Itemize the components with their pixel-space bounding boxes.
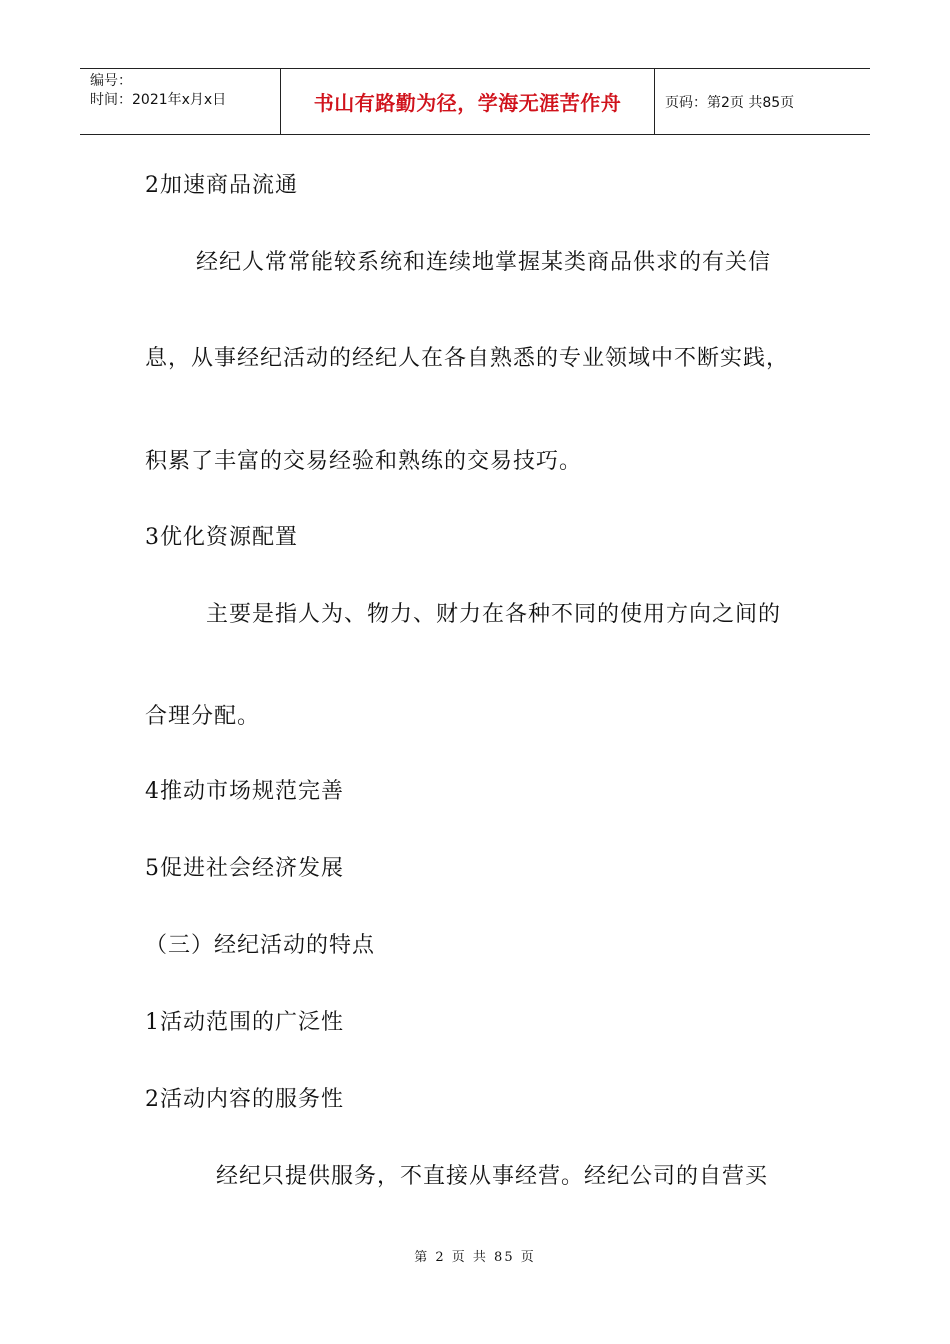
header-page-number: 页码：第2页 共85页	[665, 94, 795, 111]
section-heading: 1活动范围的广泛性	[145, 1010, 344, 1035]
section-heading: 5促进社会经济发展	[145, 856, 344, 881]
document-date: 时间：2021年x月x日	[90, 92, 227, 108]
header-page-cell	[655, 69, 870, 134]
paragraph-line: 合理分配。	[145, 704, 261, 729]
header-motto-cell	[281, 69, 655, 134]
header-motto: 书山有路勤为径，学海无涯苦作舟	[313, 91, 622, 115]
section-heading: 2活动内容的服务性	[145, 1087, 344, 1112]
section-heading: 2加速商品流通	[145, 173, 298, 198]
header-meta	[80, 69, 281, 134]
paragraph-line: 经纪只提供服务，不直接从事经营。经纪公司的自营买	[216, 1164, 769, 1189]
paragraph-line: 息，从事经纪活动的经纪人在各自熟悉的专业领域中不断实践，	[145, 346, 790, 371]
document-code-label: 编号：	[90, 73, 132, 89]
section-heading: 4推动市场规范完善	[145, 779, 344, 804]
page-footer: 第 2 页 共 85 页	[414, 1250, 536, 1265]
section-heading: （三）经纪活动的特点	[145, 933, 376, 958]
section-heading: 3优化资源配置	[145, 525, 298, 550]
paragraph-line: 主要是指人为、物力、财力在各种不同的使用方向之间的	[206, 602, 782, 627]
paragraph-line: 积累了丰富的交易经验和熟练的交易技巧。	[145, 449, 583, 474]
document-header	[80, 68, 870, 135]
paragraph-line: 经纪人常常能较系统和连续地掌握某类商品供求的有关信	[196, 250, 772, 275]
